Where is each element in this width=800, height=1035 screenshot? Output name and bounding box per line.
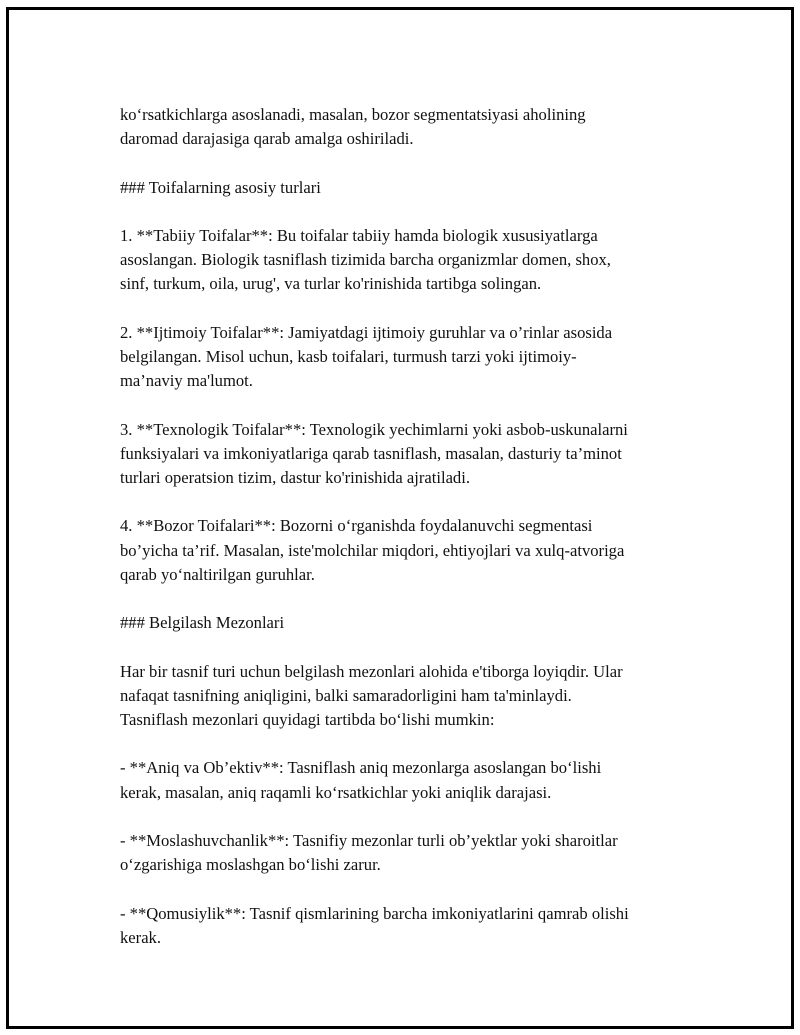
text-line: kerak. — [120, 927, 161, 947]
text-line: nafaqat tasnifning aniqligini, balki samaradorligini ham ta'minlaydi. — [120, 685, 572, 705]
list-item-texnologik — [120, 418, 700, 491]
text-line: Har bir tasnif turi uchun belgilash mezonlari alohida e'tiborga loyiqdir. Ular — [120, 661, 623, 681]
text-line: kerak, masalan, aniq raqamli ko‘rsatkichlar yoki aniqlik darajasi. — [120, 782, 552, 802]
text-line: - **Qomusiylik**: Tasnif qismlarining barcha imkoniyatlarini qamrab olishi — [120, 903, 629, 923]
text-line: 1. **Tabiiy Toifalar**: Bu toifalar tabiiy hamda biologik xususiyatlarga — [120, 225, 598, 245]
heading-text: ### Belgilash Mezonlari — [120, 613, 285, 633]
heading-toifalar-turlari — [120, 176, 700, 200]
text-line: Tasniflash mezonlari quyidagi tartibda bo‘lishi mumkin: — [120, 709, 495, 729]
heading-belgilash-mezonlari — [120, 611, 700, 635]
text-line: 2. **Ijtimoiy Toifalar**: Jamiyatdagi ijtimoiy guruhlar va o’rinlar asosida — [120, 322, 613, 342]
text-line: funksiyalari va imkoniyatlariga qarab tasniflash, masalan, dasturiy ta’minot — [120, 443, 622, 463]
text-line: sinf, turkum, oila, urug', va turlar ko'rinishida tartibga solingan. — [120, 274, 542, 294]
bullet-aniq-obektiv — [120, 756, 700, 804]
list-item-ijtimoiy — [120, 321, 700, 394]
bullet-moslashuvchanlik — [120, 829, 700, 877]
text-line: - **Aniq va Ob’ektiv**: Tasniflash aniq mezonlarga asoslangan bo‘lishi — [120, 758, 602, 778]
paragraph-mezonlar — [120, 660, 700, 733]
list-item-bozor — [120, 514, 700, 587]
text-line: bo’yicha ta’rif. Masalan, iste'molchilar miqdori, ehtiyojlari va xulq-atvoriga — [120, 540, 625, 560]
text-line: qarab yo‘naltirilgan guruhlar. — [120, 564, 315, 584]
paragraph-intro — [120, 103, 700, 151]
page-frame — [6, 7, 794, 1029]
text-line: o‘zgarishiga moslashgan bo‘lishi zarur. — [120, 855, 381, 875]
list-item-tabiiy — [120, 224, 700, 297]
text-line: daromad darajasiga qarab amalga oshiriladi. — [120, 129, 414, 149]
heading-text: ### Toifalarning asosiy turlari — [120, 177, 321, 197]
text-line: ma’naviy ma'lumot. — [120, 371, 253, 391]
text-line: - **Moslashuvchanlik**: Tasnifiy mezonlar turli ob’yektlar yoki sharoitlar — [120, 830, 618, 850]
text-line: belgilangan. Misol uchun, kasb toifalari, turmush tarzi yoki ijtimoiy- — [120, 346, 577, 366]
text-line: 4. **Bozor Toifalari**: Bozorni o‘rganishda foydalanuvchi segmentasi — [120, 516, 593, 536]
bullet-qomusiylik — [120, 902, 700, 950]
document-body — [120, 103, 700, 974]
text-line: 3. **Texnologik Toifalar**: Texnologik yechimlarni yoki asbob-uskunalarni — [120, 419, 628, 439]
text-line: asoslangan. Biologik tasniflash tizimida barcha organizmlar domen, shox, — [120, 250, 611, 270]
text-line: turlari operatsion tizim, dastur ko'rinishida ajratiladi. — [120, 467, 470, 487]
text-line: ko‘rsatkichlarga asoslanadi, masalan, bozor segmentatsiyasi aholining — [120, 105, 586, 124]
